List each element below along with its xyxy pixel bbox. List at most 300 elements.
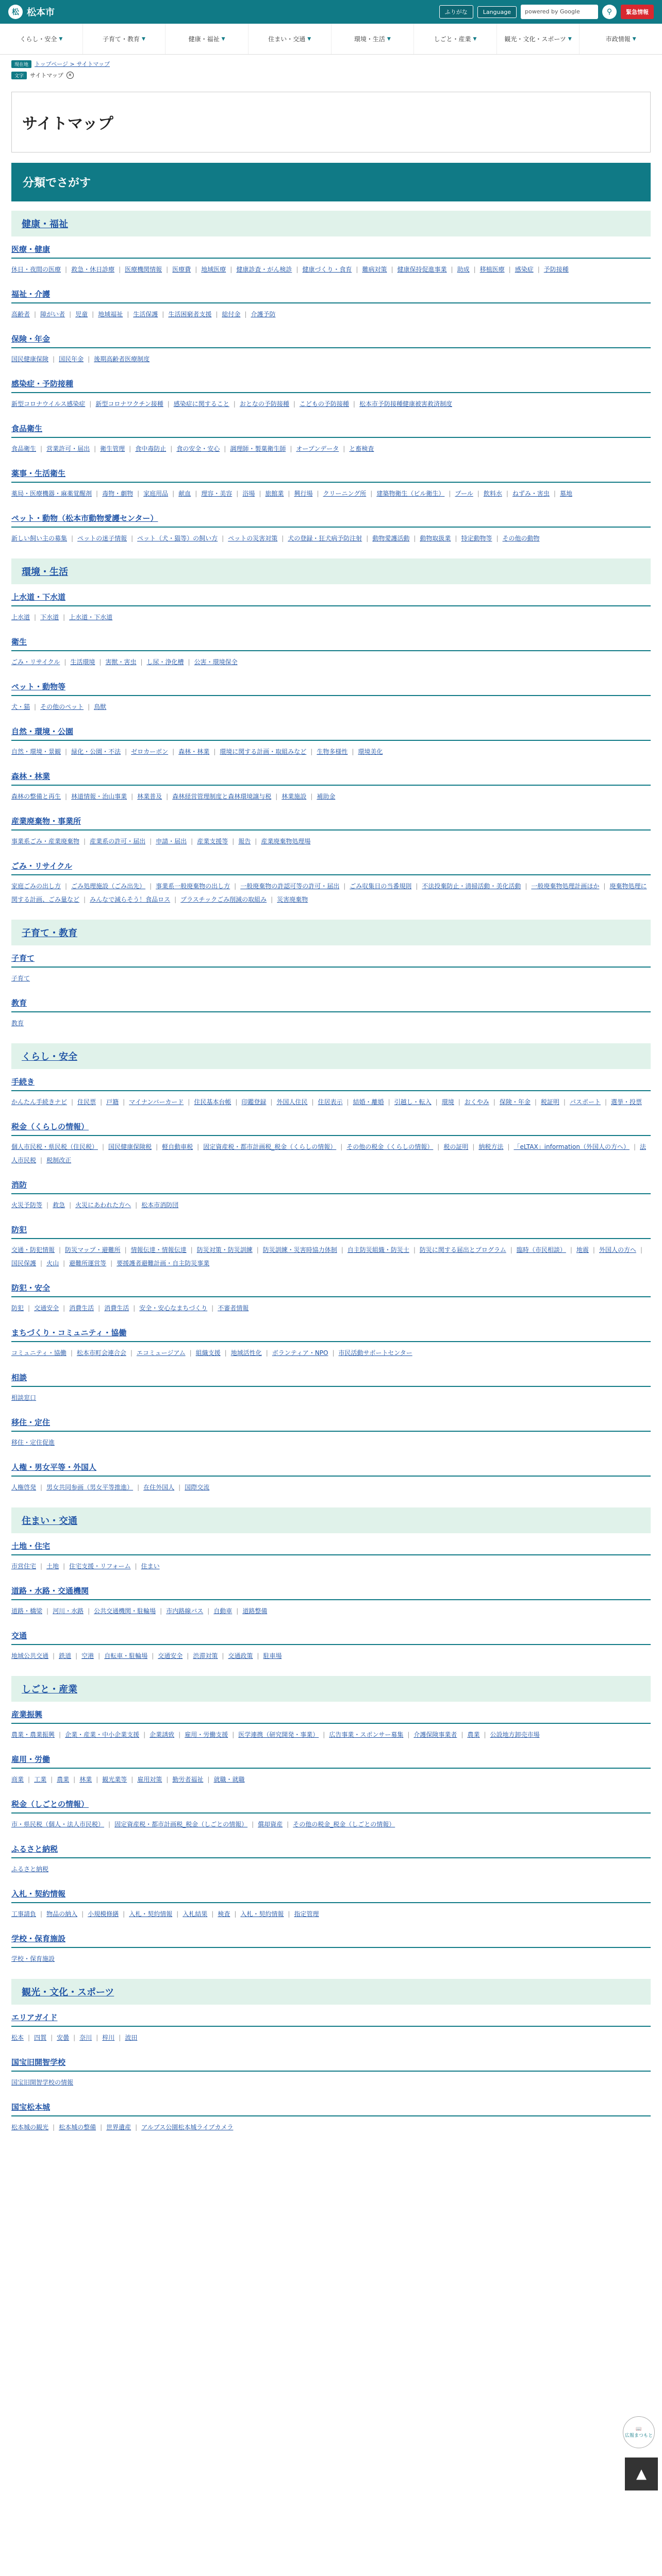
page-link[interactable]: ペットの災害対策 <box>228 535 278 542</box>
page-link[interactable]: 交通政策 <box>228 1652 253 1659</box>
page-link[interactable]: 小規模修繕 <box>88 1910 119 1918</box>
page-link[interactable]: 環境美化 <box>358 748 383 755</box>
page-link[interactable]: アルプス公園松本城ライブカメラ <box>141 2124 234 2131</box>
subcategory-heading <box>11 1585 651 1600</box>
category-link[interactable]: 住まい・交通 <box>22 1516 77 1527</box>
page-link[interactable]: 工事請負 <box>11 1910 37 1918</box>
page-link[interactable]: 情報伝達・情報伝達 <box>130 1246 187 1253</box>
page-link[interactable]: 産業系の許可・届出 <box>90 838 146 845</box>
subcategory-link[interactable]: 手続き <box>11 1077 35 1087</box>
page-link[interactable]: ごみ・リサイクル <box>11 658 60 666</box>
page-link[interactable]: 交通・防犯情報 <box>11 1246 55 1253</box>
page-link[interactable]: 農業 <box>57 1776 70 1783</box>
page-link[interactable]: 火災予防等 <box>11 1201 43 1209</box>
page-link[interactable]: 検査 <box>218 1910 230 1918</box>
page-link[interactable]: 生活環境 <box>70 658 95 666</box>
emergency-button[interactable]: 緊急情報 <box>621 5 654 19</box>
page-link[interactable]: 生活困窮者支援 <box>168 311 212 318</box>
page-link[interactable]: 国民保護 <box>11 1260 37 1267</box>
page-link[interactable]: 生活保護 <box>133 311 158 318</box>
page-link[interactable]: 廃棄物処理に関する計画、ごみ量など <box>11 883 647 903</box>
page-link[interactable]: 救急・休日診療 <box>71 266 115 273</box>
page-link[interactable]: 引越し・転入 <box>394 1098 432 1106</box>
page-link[interactable]: 興行場 <box>294 490 313 497</box>
page-link[interactable]: 結婚・離婚 <box>353 1098 384 1106</box>
subcategory-link[interactable]: 入札・契約情報 <box>11 1889 66 1899</box>
page-link[interactable]: 飲料水 <box>483 490 502 497</box>
site-logo[interactable] <box>8 5 55 19</box>
subcategory-link[interactable]: 消防 <box>11 1180 27 1190</box>
page-link[interactable]: 外国人の方へ <box>599 1246 636 1253</box>
page-link[interactable]: 臨時（市民相談） <box>516 1246 566 1253</box>
page-link[interactable]: 勤労者福祉 <box>172 1776 204 1783</box>
page-link[interactable]: 助成 <box>457 266 470 273</box>
gnav-item[interactable] <box>414 24 497 54</box>
page-link[interactable]: 毒物・劇物 <box>102 490 134 497</box>
page-link[interactable]: 入札・契約情報 <box>240 1910 284 1918</box>
page-link[interactable]: 奈川 <box>79 2034 92 2041</box>
page-link[interactable]: 農業・農業振興 <box>11 1731 55 1738</box>
page-link[interactable]: 税の証明 <box>443 1143 469 1150</box>
category-link[interactable]: くらし・安全 <box>22 1052 77 1062</box>
page-link[interactable]: 林業普及 <box>137 793 162 800</box>
page-link[interactable]: 子育て <box>11 975 30 982</box>
page-link[interactable]: 渋滞対策 <box>193 1652 218 1659</box>
subcategory-link[interactable]: 学校・保育施設 <box>11 1934 66 1943</box>
page-link[interactable]: 自主防災組織・防災士 <box>347 1246 409 1253</box>
page-link[interactable]: 道路・橋梁 <box>11 1607 43 1615</box>
subcategory-heading <box>11 1076 651 1091</box>
page-link[interactable]: 相談窓口 <box>11 1394 37 1401</box>
page-link[interactable]: 企業・産業・中小企業支援 <box>65 1731 140 1738</box>
page-link[interactable]: 固定資産税・都市計画税_税金（くらしの情報） <box>203 1143 337 1150</box>
subcategory-link[interactable]: 上水道・下水道 <box>11 592 66 602</box>
separator: | <box>477 490 479 497</box>
subcategory-link[interactable]: 防犯 <box>11 1225 27 1234</box>
page-link[interactable]: 在住外国人 <box>143 1484 175 1491</box>
page-link[interactable]: 地域医療 <box>201 266 226 273</box>
page-link[interactable]: 献血 <box>178 490 191 497</box>
page-link[interactable]: 防災対策・防災訓練 <box>196 1246 253 1253</box>
page-link[interactable]: 指定管理 <box>294 1910 319 1918</box>
page-link[interactable]: 避難所運営等 <box>69 1260 107 1267</box>
page-link[interactable]: 観光業等 <box>102 1776 127 1783</box>
page-link[interactable]: 松本市予防接種健康被害救済制度 <box>359 400 452 408</box>
subcategory-link[interactable]: 国宝松本城 <box>11 2103 51 2112</box>
page-link[interactable]: オープンデータ <box>296 445 339 452</box>
page-link[interactable]: 男女共同参画（男女平等推進） <box>46 1484 134 1491</box>
page-link[interactable]: 市内路線バス <box>166 1607 204 1615</box>
page-link[interactable]: 駐車場 <box>263 1652 282 1659</box>
subcategory-link[interactable]: 雇用・労働 <box>11 1755 51 1764</box>
category-link[interactable]: 健康・福祉 <box>22 219 68 230</box>
page-link[interactable]: 防災マップ・避難所 <box>65 1246 121 1253</box>
page-link[interactable]: 理容・美容 <box>201 490 233 497</box>
page-link[interactable]: ペット（犬・猫等）の飼い方 <box>137 535 218 542</box>
search-input[interactable]: powered by Google <box>521 5 598 19</box>
page-link[interactable]: 松本城の観光 <box>11 2124 49 2131</box>
page-link[interactable]: かんたん手続きナビ <box>11 1098 68 1106</box>
page-link[interactable]: 市民活動サポートセンター <box>338 1349 412 1357</box>
page-link[interactable]: その他の税金（くらしの情報） <box>346 1143 434 1150</box>
page-link[interactable]: 市・県民税（個人・法人市民税） <box>11 1821 105 1828</box>
page-link[interactable]: 消費生活 <box>104 1304 129 1312</box>
page-link[interactable]: 鳥獣 <box>94 703 107 710</box>
subcategory-link[interactable]: 移住・定住 <box>11 1418 51 1427</box>
page-link[interactable]: 松本城の整備 <box>59 2124 96 2131</box>
page-link[interactable]: 安曇 <box>57 2034 70 2041</box>
subcategory-link[interactable]: 医療・健康 <box>11 245 51 254</box>
page-link[interactable]: 森林・林業 <box>178 748 210 755</box>
page-link[interactable]: 生物多様性 <box>317 748 348 755</box>
page-link[interactable]: 調理師・製菓衛生師 <box>230 445 286 452</box>
page-link[interactable]: 道路整備 <box>242 1607 268 1615</box>
page-link[interactable]: 救急 <box>53 1201 65 1209</box>
page-link[interactable]: 「eLTAX」information（外国人の方へ） <box>514 1143 630 1150</box>
subcategory-link[interactable]: 産業振興 <box>11 1710 43 1719</box>
separator: | <box>137 1484 140 1491</box>
page-link[interactable]: 上水道・下水道 <box>69 614 113 621</box>
page-link[interactable]: 商業 <box>11 1776 24 1783</box>
language-button[interactable]: Language <box>477 6 517 18</box>
page-link[interactable]: 感染症に関すること <box>173 400 229 408</box>
page-link[interactable]: 交通安全 <box>158 1652 183 1659</box>
page-link[interactable]: 家庭ごみの出し方 <box>11 883 61 890</box>
page-link[interactable]: こどもの予防接種 <box>299 400 349 408</box>
page-link[interactable]: 環境 <box>441 1098 454 1106</box>
page-link[interactable]: 新しい飼い主の募集 <box>11 535 68 542</box>
page-link[interactable]: プール <box>455 490 473 497</box>
subcategory-link[interactable]: 交通 <box>11 1631 27 1640</box>
subcategory-link[interactable]: ふるさと納税 <box>11 1844 58 1854</box>
page-link[interactable]: 法人市民税 <box>11 1143 647 1164</box>
subcategory-link[interactable]: 教育 <box>11 998 27 1008</box>
page-link[interactable]: 申請・届出 <box>156 838 187 845</box>
page-link[interactable]: 物品の納入 <box>46 1910 78 1918</box>
page-link[interactable]: 食中毒防止 <box>135 445 167 452</box>
page-link[interactable]: 戸籍 <box>106 1098 119 1106</box>
page-link[interactable]: し尿・浄化槽 <box>146 658 184 666</box>
page-link[interactable]: 自転車・駐輪場 <box>104 1652 148 1659</box>
separator: | <box>59 1246 61 1253</box>
page-link[interactable]: 浴場 <box>242 490 255 497</box>
page-link[interactable]: 森林経営管理制度と森林環境譲与税 <box>172 793 272 800</box>
page-link[interactable]: 総付金 <box>222 311 241 318</box>
furigana-button[interactable]: ふりがな <box>439 5 473 19</box>
page-link[interactable]: 国民年金 <box>59 355 84 363</box>
page-link[interactable]: 報告 <box>238 838 251 845</box>
page-link[interactable]: 建築物衛生（ビル衛生） <box>376 490 445 497</box>
page-link[interactable]: 防災に関する届出とプログラム <box>419 1246 506 1253</box>
gnav-item[interactable] <box>332 24 415 54</box>
page-link[interactable]: 軽自動車税 <box>162 1143 193 1150</box>
page-link[interactable]: 健康診査・がん検診 <box>236 266 292 273</box>
page-link[interactable]: 医療機関情報 <box>125 266 162 273</box>
page-link[interactable]: 公害・環境保全 <box>194 658 238 666</box>
page-link[interactable]: クリーニング所 <box>323 490 367 497</box>
site-name: 松本市 <box>27 7 55 18</box>
subcategory-link[interactable]: 税金（しごとの情報） <box>11 1800 89 1809</box>
page-link[interactable]: 補助金 <box>317 793 336 800</box>
page-link[interactable]: 介護保険事業者 <box>413 1731 457 1738</box>
subcategory-link[interactable]: ごみ・リサイクル <box>11 861 72 871</box>
page-link[interactable]: 医療費 <box>172 266 191 273</box>
subcategory-heading <box>11 1933 651 1948</box>
breadcrumb-path[interactable]: トップページ > サイトマップ <box>35 61 110 67</box>
page-link[interactable]: 波田 <box>125 2034 138 2041</box>
page-link[interactable]: 国民健康保険 <box>11 355 49 363</box>
page-link[interactable]: 移住・定住促進 <box>11 1439 55 1446</box>
page-link[interactable]: 食品衛生 <box>11 445 37 452</box>
page-link[interactable]: 健康保持促進事業 <box>397 266 447 273</box>
page-link[interactable]: 医学連携（研究開発・事業） <box>238 1731 319 1738</box>
page-link[interactable]: 外国人住民 <box>276 1098 308 1106</box>
page-link[interactable]: 公共交通機関・駐輪場 <box>94 1607 156 1615</box>
gnav-item[interactable] <box>166 24 249 54</box>
page-link[interactable]: 事業系ごみ・産業廃棄物 <box>11 838 80 845</box>
page-link[interactable]: 犬の登録・狂犬病予防注射 <box>288 535 362 542</box>
page-link[interactable]: 自動車 <box>213 1607 233 1615</box>
subcategory-link[interactable]: 薬事・生活衛生 <box>11 469 66 478</box>
page-link[interactable]: 雇用・労働支援 <box>185 1731 228 1738</box>
separator: | <box>140 658 143 666</box>
page-link[interactable]: 世界遺産 <box>106 2124 131 2131</box>
page-link[interactable]: 住まい <box>141 1563 160 1570</box>
category-link[interactable]: 子育て・教育 <box>22 928 77 939</box>
page-link[interactable]: 食の安全・安心 <box>176 445 220 452</box>
page-link[interactable]: 移植医療 <box>479 266 505 273</box>
page-link[interactable]: 障がい者 <box>40 311 65 318</box>
page-link[interactable]: 高齢者 <box>11 311 30 318</box>
page-link[interactable]: 安全・安心なまちづくり <box>139 1304 208 1312</box>
subcategory-link[interactable]: 税金（くらしの情報） <box>11 1122 89 1131</box>
page-link[interactable]: 国宝旧開智学校の情報 <box>11 2079 74 2086</box>
page-link[interactable]: 河川・水路 <box>53 1607 84 1615</box>
subcategory-link[interactable]: 福祉・介護 <box>11 290 51 299</box>
page-link[interactable]: 税証明 <box>540 1098 559 1106</box>
page-link[interactable]: 火災にあわれた方へ <box>75 1201 131 1209</box>
page-link[interactable]: 下水道 <box>40 614 59 621</box>
page-link[interactable]: ゼロカーボン <box>131 748 169 755</box>
separator: | <box>96 2034 98 2041</box>
page-link[interactable]: 事業系一般廃棄物の出し方 <box>156 883 230 890</box>
page-link[interactable]: 特定動物等 <box>461 535 492 542</box>
close-icon[interactable]: × <box>67 72 74 79</box>
magazine-float-button[interactable] <box>623 2416 655 2448</box>
category-link[interactable]: 観光・文化・スポーツ <box>22 1987 114 1998</box>
subcategory-link[interactable]: ペット・動物（松本市動物愛護センター） <box>11 514 158 523</box>
page-link[interactable]: 感染症 <box>515 266 534 273</box>
page-link[interactable]: 工業 <box>34 1776 47 1783</box>
subcategory-link[interactable]: 道路・水路・交通機関 <box>11 1586 89 1596</box>
subcategory-link[interactable]: 防犯・安全 <box>11 1283 51 1293</box>
separator: | <box>96 1776 98 1783</box>
page-link[interactable]: 家庭用品 <box>143 490 169 497</box>
page-link[interactable]: コミュニティ・協働 <box>11 1349 67 1357</box>
page-link[interactable]: 地域福祉 <box>98 311 123 318</box>
page-link[interactable]: 教育 <box>11 1020 24 1027</box>
subcategory-link[interactable]: 子育て <box>11 954 35 963</box>
page-link[interactable]: 薬局・医療機器・麻薬覚醒剤 <box>11 490 92 497</box>
page-link[interactable]: と畜検査 <box>349 445 374 452</box>
page-link[interactable]: 防災訓練・災害時協力体制 <box>262 1246 337 1253</box>
page-link[interactable]: 林業 <box>79 1776 92 1783</box>
page-link[interactable]: 入札結果 <box>183 1910 208 1918</box>
page-link[interactable]: 予防接種 <box>543 266 569 273</box>
page-link[interactable]: 国際交流 <box>185 1484 210 1491</box>
page-link[interactable]: 緑化・公園・不法 <box>71 748 121 755</box>
page-link[interactable]: 動物愛護活動 <box>372 535 410 542</box>
page-link[interactable]: 害獣・害虫 <box>105 658 137 666</box>
page-link[interactable]: 松本市消防団 <box>141 1201 179 1209</box>
page-link[interactable]: 住宅支援・リフォーム <box>69 1563 131 1570</box>
page-link[interactable]: 雇用対策 <box>137 1776 162 1783</box>
page-link[interactable]: 要援護者避難計画・自主防災事業 <box>117 1260 210 1267</box>
page-link[interactable]: 不法投棄防止・清掃活動・美化活動 <box>422 883 521 890</box>
page-link[interactable]: プラスチックごみ削減の取組み <box>180 896 267 903</box>
separator: | <box>135 1201 138 1209</box>
page-link[interactable]: 林道情報・治山事業 <box>71 793 127 800</box>
page-link[interactable]: ねずみ・害虫 <box>512 490 550 497</box>
page-link[interactable]: 四賀 <box>34 2034 47 2041</box>
page-link[interactable]: 墓地 <box>559 490 572 497</box>
page-link[interactable]: 一般廃棄物の許認可等の許可・届出 <box>240 883 340 890</box>
subcategory-link[interactable]: ペット・動物等 <box>11 682 66 691</box>
gnav-item[interactable] <box>83 24 166 54</box>
page-link[interactable]: 人権啓発 <box>11 1484 37 1491</box>
subcategory-link[interactable]: 森林・林業 <box>11 772 51 781</box>
search-icon[interactable]: ⚲ <box>602 5 617 19</box>
category-link[interactable]: 環境・生活 <box>22 567 68 578</box>
subcategory-link[interactable]: 感染症・予防接種 <box>11 379 74 388</box>
page-link[interactable]: ふるさと納税 <box>11 1866 49 1873</box>
page-link[interactable]: 難病対策 <box>362 266 387 273</box>
page-link[interactable]: 固定資産税・都市計画税_税金（しごとの情報） <box>114 1821 248 1828</box>
page-link[interactable]: 新型コロナウイルス感染症 <box>11 400 86 408</box>
page-link[interactable]: その他のペット <box>40 703 84 710</box>
subcategory-link[interactable]: エリアガイド <box>11 2013 58 2022</box>
gnav-item[interactable] <box>249 24 332 54</box>
page-link[interactable]: 地域公共交通 <box>11 1652 49 1659</box>
page-link[interactable]: 償却資産 <box>258 1821 283 1828</box>
page-link[interactable]: 健康づくり・食育 <box>302 266 352 273</box>
page-link[interactable]: ごみ収集日の当番規則 <box>350 883 412 890</box>
subcategory-link[interactable]: 国宝旧開智学校 <box>11 2058 66 2067</box>
page-link[interactable]: 産業支援等 <box>197 838 228 845</box>
subcategory-link[interactable]: 衛生 <box>11 637 27 647</box>
page-link[interactable]: パスポート <box>569 1098 601 1106</box>
category-link[interactable]: しごと・産業 <box>22 1684 77 1695</box>
page-link[interactable]: 土地 <box>46 1563 59 1570</box>
page-link[interactable]: 火山 <box>46 1260 59 1267</box>
back-to-top-button[interactable]: ▲ <box>625 2458 658 2490</box>
page-link[interactable]: 犬・猫 <box>11 703 30 710</box>
page-link[interactable]: 印鑑登録 <box>241 1098 267 1106</box>
page-link[interactable]: 個人市民税・県民税（住民税） <box>11 1143 98 1150</box>
page-link[interactable]: 産業廃棄物処理場 <box>261 838 311 845</box>
page-link[interactable]: ペットの迷子情報 <box>77 535 127 542</box>
page-link[interactable]: 鉄道 <box>59 1652 72 1659</box>
page-link[interactable]: 市営住宅 <box>11 1563 37 1570</box>
page-link[interactable]: ボランティア・NPO <box>272 1349 328 1357</box>
page-link[interactable]: 企業誘致 <box>150 1731 175 1738</box>
subcategory-link[interactable]: 保険・年金 <box>11 334 51 344</box>
page-link[interactable]: 環境に関する計画・取組みなど <box>220 748 307 755</box>
page-link[interactable]: 防犯 <box>11 1304 24 1312</box>
page-link[interactable]: 不審者情報 <box>218 1304 249 1312</box>
page-link[interactable]: 動物取扱業 <box>420 535 451 542</box>
page-link[interactable]: 農業 <box>467 1731 480 1738</box>
page-link[interactable]: 松本市町会連合会 <box>76 1349 126 1357</box>
page-link[interactable]: 衛生管理 <box>100 445 125 452</box>
page-link[interactable]: 公設地方卸売市場 <box>490 1731 540 1738</box>
page-link[interactable]: 森林の整備と再生 <box>11 793 61 800</box>
page-link[interactable]: みんなで減らそう！食品ロス <box>90 896 171 903</box>
page-link[interactable]: 就職・就職 <box>213 1776 245 1783</box>
page-link[interactable]: 児童 <box>75 311 88 318</box>
subcategory-link[interactable]: 相談 <box>11 1373 27 1382</box>
page-link[interactable]: 広告事業・スポンサー募集 <box>329 1731 404 1738</box>
page-link[interactable]: 一般廃棄物処理計画ほか <box>531 883 600 890</box>
subcategory-link[interactable]: 人権・男女平等・外国人 <box>11 1463 97 1472</box>
page-link[interactable]: 上水道 <box>11 614 30 621</box>
page-link[interactable]: 税制改正 <box>46 1157 72 1164</box>
page-link[interactable]: その他の動物 <box>502 535 540 542</box>
page-link[interactable]: 消費生活 <box>69 1304 94 1312</box>
subcategory-link[interactable]: 自然・環境・公園 <box>11 727 74 736</box>
page-link[interactable]: 介護予防 <box>251 311 276 318</box>
page-link[interactable]: その他の税金_税金（しごとの情報） <box>293 1821 395 1828</box>
page-link[interactable]: 空港 <box>81 1652 94 1659</box>
page-link[interactable]: 交通安全 <box>34 1304 59 1312</box>
page-link[interactable]: 学校・保育施設 <box>11 1955 55 1962</box>
page-link[interactable]: 災害廃棄物 <box>277 896 308 903</box>
page-link[interactable]: 地域活性化 <box>230 1349 262 1357</box>
page-link[interactable]: 納税方法 <box>478 1143 504 1150</box>
page-link[interactable]: 入札・契約情報 <box>129 1910 173 1918</box>
gnav-item[interactable] <box>580 24 662 54</box>
page-link[interactable]: 保険・年金 <box>499 1098 531 1106</box>
page-link[interactable]: 組織支援 <box>195 1349 221 1357</box>
page-link[interactable]: 林業施設 <box>282 793 307 800</box>
page-link[interactable]: 営業許可・届出 <box>46 445 90 452</box>
page-link[interactable]: おくやみ <box>464 1098 489 1106</box>
subcategory-link[interactable]: 食品衛生 <box>11 424 43 433</box>
page-link[interactable]: 後期高齢者医療制度 <box>94 355 150 363</box>
page-link[interactable]: 新型コロナワクチン接種 <box>95 400 163 408</box>
page-link[interactable]: 住民票 <box>77 1098 96 1106</box>
page-link[interactable]: 休日・夜間の医療 <box>11 266 61 273</box>
page-link[interactable]: 地震 <box>576 1246 589 1253</box>
page-link[interactable]: おとなの予防接種 <box>239 400 289 408</box>
page-link[interactable]: 自然・環境・景観 <box>11 748 61 755</box>
subcategory-link[interactable]: 土地・住宅 <box>11 1541 51 1551</box>
page-link[interactable]: 梓川 <box>102 2034 115 2041</box>
page-link[interactable]: マイナンバーカード <box>129 1098 184 1106</box>
page-link[interactable]: 住民基本台帳 <box>194 1098 231 1106</box>
page-link[interactable]: エコミュージアム <box>136 1349 186 1357</box>
page-link[interactable]: ごみ処理施設（ごみ出先） <box>71 883 146 890</box>
page-link[interactable]: 松本 <box>11 2034 24 2041</box>
page-link[interactable]: 旅館業 <box>265 490 284 497</box>
page-link[interactable]: 国民健康保険税 <box>108 1143 152 1150</box>
subcategory-link[interactable]: 産業廃棄物・事業所 <box>11 817 81 826</box>
page-link[interactable]: 住居表示 <box>318 1098 343 1106</box>
page-link[interactable]: 選挙・投票 <box>611 1098 642 1106</box>
subcategory-link[interactable]: まちづくり・コミュニティ・協働 <box>11 1328 127 1337</box>
gnav-item[interactable] <box>0 24 83 54</box>
gnav-item[interactable] <box>497 24 580 54</box>
